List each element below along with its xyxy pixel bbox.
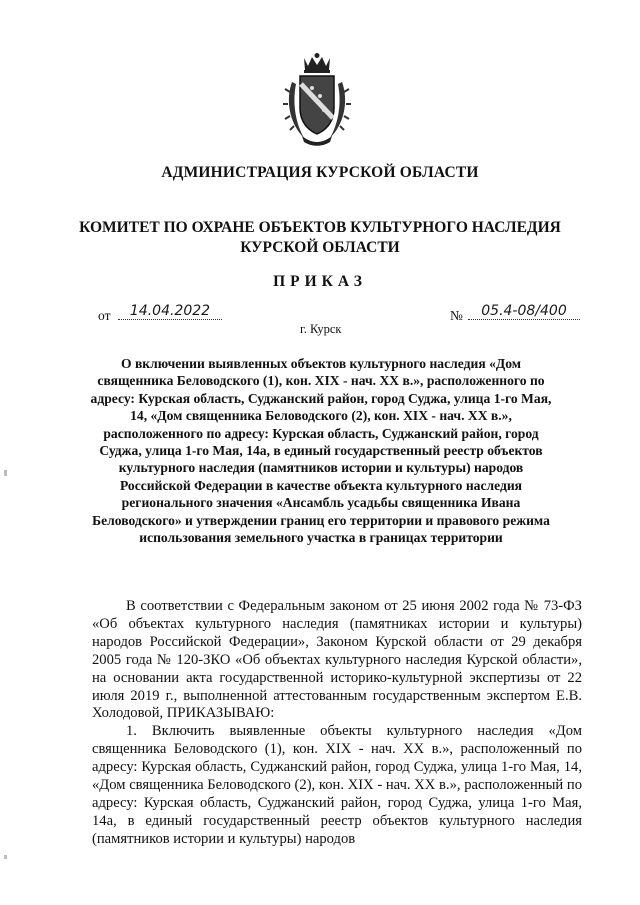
order-body (92, 598, 582, 849)
city-label: г. Курск (300, 322, 342, 336)
handwritten-date: 14.04.2022 (118, 303, 222, 320)
scan-edge-mark (4, 855, 7, 859)
order-subject: О включении выявленных объектов культурного наследия «Дом священника Беловодского (1), кон. XIX - нач. XX в.», расположенного по адресу: Курская область, Суджанский район, город Суджа, улица 1-го Мая, 14, «Дом священника Беловодского (2), кон. XIX - нач. XX в.», расположенного по адресу: Курская область, Суджанский район, город Суджа, улица 1-го Мая, 14а, в единый государственный реестр объектов культурного наследия (памятников истории и культуры) народов Российской Федерации в качестве объекта культурного наследия регионального значения «Ансамбль усадьбы священника Ивана Беловодского» и утверждении границ его территории и правового режима использования земельного участка в границах территории (90, 356, 552, 546)
scan-edge-mark (4, 470, 7, 476)
number-label: № (450, 308, 463, 323)
committee-heading (60, 218, 580, 258)
committee-heading-line2: КУРСКОЙ ОБЛАСТИ (240, 239, 400, 256)
administration-heading: АДМИНИСТРАЦИЯ КУРСКОЙ ОБЛАСТИ (161, 164, 479, 181)
handwritten-order-number: 05.4-08/400 (468, 303, 580, 320)
body-paragraph-2: 1. Включить выявленные объекты культурного наследия «Дом священника Беловодского (1), кон. XIX - нач. XX в.», расположенный по адресу: Курская область, Суджанский район, город Суджа, улица 1-го Мая, 14, «Дом священника Беловодского (2), кон. XIX - нач. XX в.», расположенный по адресу: Курская область, Суджанский район, город Суджа, улица 1-го Мая, 14а, в единый государственный реестр объектов культурного наследия (памятников истории и культуры) народов (92, 723, 582, 847)
body-paragraph-1: В соответствии с Федеральным законом от 25 июня 2002 года № 73-ФЗ «Об объектах культурного наследия (памятниках истории и культуры) народов Российской Федерации», Законом Курской области от 29 декабря 2005 года № 120-ЗКО «Об объектах культурного наследия Курской области», на основании акта государственной историко-культурной экспертизы от 22 июля 2019 г., выполненной аттестованным государственным экспертом Е.В. Холодовой, ПРИКАЗЫВАЮ: (92, 598, 582, 722)
committee-heading-line1: КОМИТЕТ ПО ОХРАНЕ ОБЪЕКТОВ КУЛЬТУРНОГО НАСЛЕДИЯ (79, 219, 561, 236)
date-label: от (98, 308, 111, 323)
order-title: ПРИКАЗ (273, 273, 367, 290)
coat-of-arms-icon (282, 52, 352, 148)
